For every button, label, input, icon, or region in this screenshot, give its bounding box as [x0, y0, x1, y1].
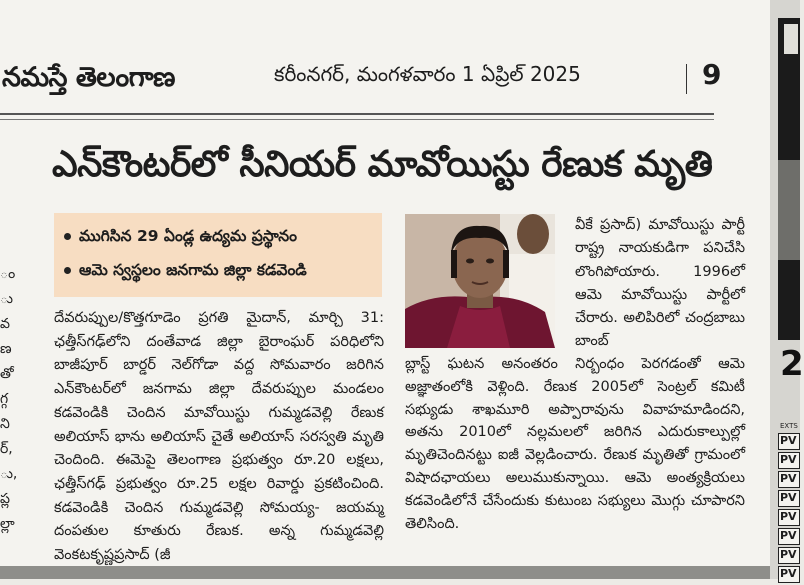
article-body-left: దేవరుప్పుల/కొత్తగూడెం ప్రగతి మైదాన్, మార్చి 31: ఛత్తీస్‌గఢ్‌లోని దంతేవాడ జిల్లా బైరాంఘర్ పరిధిలోని బాజీపూర్ బార్డర్ నెల్‌గోడా వద్ద సోమవారం జరిగిన ఎన్‌కౌంటర్‌లో జనగామ జిల్లా దేవరుప్పుల మండలం కడవెండికి చెందిన మావోయిస్టు గుమ్మడవెల్లి రేణుక అలియాస్ భాను అలియాస్ చైతే అలియాస్ సరస్వతి మృతి చెందింది. ఈమెపై తెలంగాణ ప్రభుత్వం రూ.20 లక్షలు, ఛత్తీస్‌గఢ్ ప్రభుత్వం రూ.25 లక్షల రివార్డు ప్రకటించింది. కడవెండికి చెందిన గుమ్మడవెల్లి సోమయ్య- జయమ్మ దంపతుల కూతురు రేణుక. అన్న గుమ్మడవెల్లి వెంకటకృష్ణప్రసాద్ (జీ [54, 310, 384, 564]
adjacent-list-item: PV [778, 471, 800, 488]
fragment-line: ు [0, 291, 13, 307]
adjacent-list [778, 433, 800, 585]
adjacent-big-text: 2 [780, 344, 804, 384]
adjacent-list-item: PV [778, 528, 800, 545]
header-rule [0, 113, 714, 115]
fragment-line: ం [0, 266, 16, 282]
fragment-line: గ్గ [0, 391, 9, 407]
adjacent-photo [778, 160, 800, 260]
fragment-line: తో [0, 366, 14, 382]
adjacent-list-item: PV [778, 566, 800, 583]
fragment-line: ు, [0, 466, 18, 482]
adjacent-small-text: EXTS [780, 422, 798, 430]
fragment-line: ని [0, 416, 10, 432]
fragment-line: ర్, [0, 441, 13, 457]
adjacent-list-item: PV [778, 547, 800, 564]
adjacent-column-fragment [0, 262, 16, 537]
edition-date: కరీంనగర్, మంగళవారం 1 ఏప్రిల్ 2025 [274, 62, 581, 86]
fragment-line: ల్లా [0, 516, 15, 532]
adjacent-list-item: PV [778, 490, 800, 507]
bullet-icon [64, 267, 71, 274]
adjacent-list-item: PV [778, 452, 800, 469]
adjacent-page-edge [770, 0, 804, 580]
highlight-item: ఆమె స్వస్థలం జనగామ జిల్లా కడవెండి [64, 261, 307, 283]
fragment-line: వ [0, 316, 10, 332]
fragment-line: ణ [0, 341, 12, 357]
portrait-photo [405, 214, 555, 348]
highlights-box [54, 213, 382, 297]
bullet-icon [64, 233, 71, 240]
page-number: 9 [702, 58, 722, 91]
article-body-side: వీకే ప్రసాద్) మావోయిస్టు పార్టీ రాష్ట్ర నాయకుడిగా పనిచేసి లొంగిపోయారు. 1996లో ఆమె మావోయిస్టు పార్టీలో చేరారు. అలిపిరిలో చంద్రబాబు బాంబ్ [575, 217, 745, 350]
next-article-image-strip [0, 566, 770, 579]
header-separator [686, 64, 687, 94]
header-rule-thin [0, 119, 714, 120]
masthead-brand: నమస్తే తెలంగాణ [2, 62, 175, 93]
highlight-item: ముగిసిన 29 ఏండ్ల ఉద్యమ ప్రస్థానం [64, 227, 297, 249]
article-headline: ఎన్‌కౌంటర్‌లో సీనియర్ మావోయిస్టు రేణుక మృతి [52, 144, 713, 185]
adjacent-list-item: PV [778, 433, 800, 450]
fragment-line: ప్ల [0, 491, 10, 507]
article-body-right: బ్లాస్ట్ ఘటన అనంతరం నిర్బంధం పెరగడంతో ఆమె అజ్ఞాతంలోకి వెళ్లింది. రేణుక 2005లో సెంట్రల్ కమిటీ సభ్యుడు శాఖమూరి అప్పారావును వివాహమాడిందని, అతను 2010లో నల్లమలలో జరిగిన ఎదురుకాల్పుల్లో మృతిచెందినట్టు ఐజీ వెల్లడించారు. రేణుక మృతితో గ్రామంలో విషాదఛాయలు అలుముకున్నాయి. ఆమె అంత్యక్రియలు కడవెండిలోనే చేసేందుకు కుటుంబ సభ్యులు మొగ్గు చూపారని తెలిసింది. [405, 356, 745, 532]
adjacent-title-block [784, 24, 798, 54]
adjacent-list-item: PV [778, 509, 800, 526]
